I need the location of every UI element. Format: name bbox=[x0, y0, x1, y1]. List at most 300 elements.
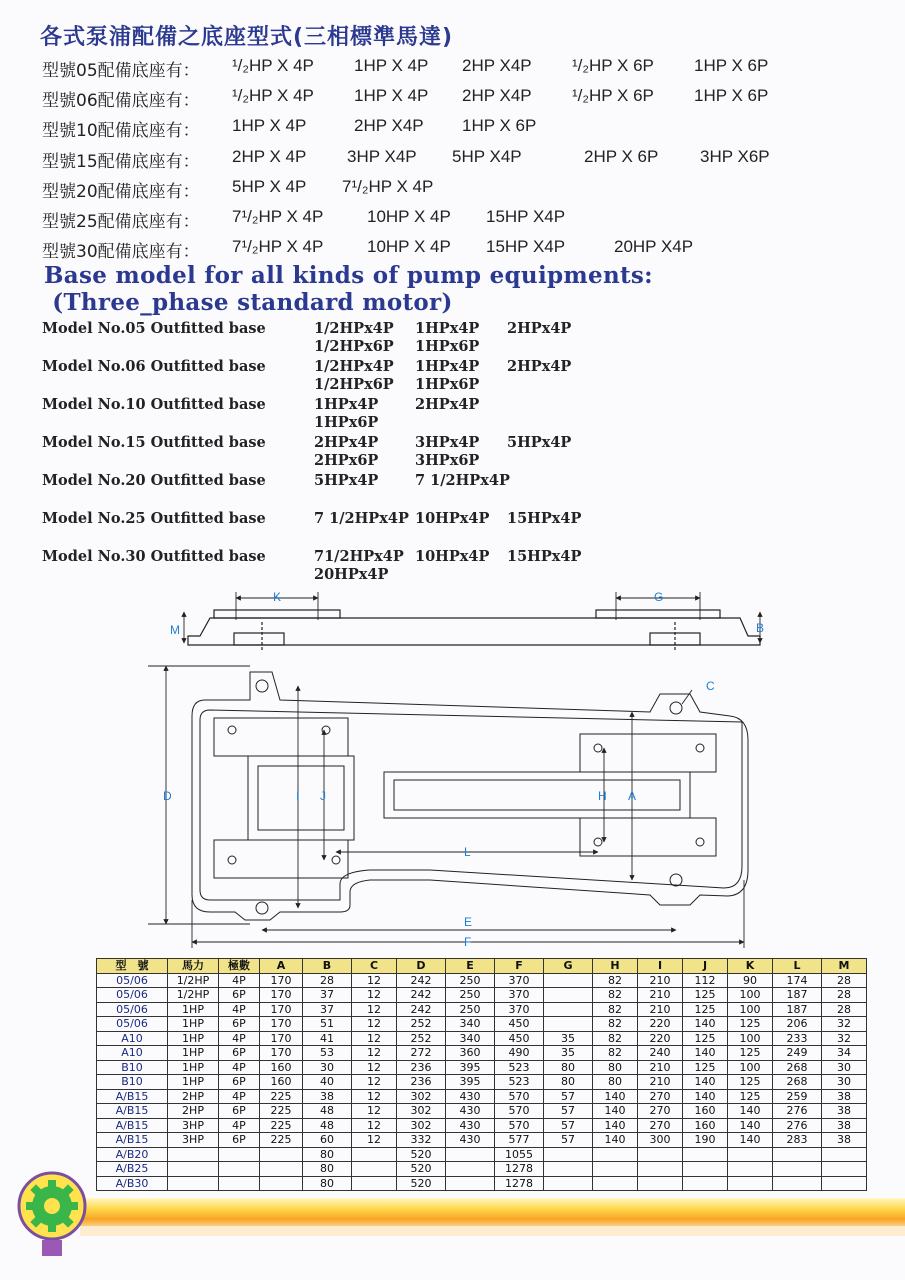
en-motor-spec: 1HPx6P bbox=[415, 376, 480, 393]
table-cell bbox=[446, 1147, 495, 1162]
table-cell: 4P bbox=[219, 1002, 260, 1017]
zh-motor-spec: 15HP X4P bbox=[486, 206, 566, 226]
table-cell: 490 bbox=[495, 1046, 544, 1061]
table-cell: 140 bbox=[593, 1104, 638, 1119]
table-cell: 32 bbox=[822, 1017, 867, 1032]
zh-motor-spec: 1HP X 6P bbox=[694, 56, 769, 75]
en-model-label: Model No.25 Outfitted base bbox=[42, 510, 266, 527]
zh-model-label: 型號10配備底座有： bbox=[42, 121, 200, 142]
table-cell: 520 bbox=[397, 1162, 446, 1177]
zh-motor-spec: 1HP X 6P bbox=[694, 86, 769, 106]
zh-motor-spec: 10HP X 4P bbox=[367, 237, 451, 257]
table-cell: 268 bbox=[773, 1075, 822, 1090]
zh-motor-spec: ¹/₂HP X 4P bbox=[232, 56, 314, 75]
table-cell: 210 bbox=[638, 973, 683, 988]
table-cell: 242 bbox=[397, 1002, 446, 1017]
table-row bbox=[97, 1075, 867, 1090]
table-cell: 140 bbox=[683, 1017, 728, 1032]
table-cell: 236 bbox=[397, 1075, 446, 1090]
table-cell: 60 bbox=[303, 1133, 352, 1148]
table-cell: 170 bbox=[260, 1046, 303, 1061]
table-cell: 340 bbox=[446, 1017, 495, 1032]
en-motor-spec: 1HPx6P bbox=[314, 414, 379, 431]
english-title-line1: Base model for all kinds of pump equipments: bbox=[44, 262, 653, 289]
table-cell: 210 bbox=[638, 1002, 683, 1017]
table-cell: 05/06 bbox=[97, 973, 168, 988]
table-cell: 37 bbox=[303, 988, 352, 1003]
table-cell: 140 bbox=[683, 1089, 728, 1104]
table-cell: 140 bbox=[728, 1104, 773, 1119]
dimension-table bbox=[96, 958, 867, 1191]
zh-model-label: 型號30配備底座有： bbox=[42, 242, 200, 263]
table-header-cell: 型 號 bbox=[97, 959, 168, 974]
footer-bar bbox=[80, 1198, 905, 1228]
table-cell bbox=[593, 1147, 638, 1162]
table-header-cell: 馬力 bbox=[168, 959, 219, 974]
table-cell: A/B15 bbox=[97, 1118, 168, 1133]
table-cell: 82 bbox=[593, 973, 638, 988]
en-motor-spec: 3HPx6P bbox=[415, 452, 480, 469]
side-view bbox=[188, 610, 760, 652]
table-cell: 252 bbox=[397, 1017, 446, 1032]
zh-model-row bbox=[42, 56, 902, 86]
table-cell: 570 bbox=[495, 1089, 544, 1104]
table-row bbox=[97, 1017, 867, 1032]
table-cell: 140 bbox=[593, 1133, 638, 1148]
zh-model-row bbox=[42, 116, 902, 146]
table-cell: 206 bbox=[773, 1017, 822, 1032]
table-header-cell: G bbox=[544, 959, 593, 974]
table-cell bbox=[638, 1162, 683, 1177]
table-cell bbox=[446, 1176, 495, 1191]
table-cell: 12 bbox=[352, 1118, 397, 1133]
table-header bbox=[97, 959, 867, 974]
table-row bbox=[97, 973, 867, 988]
table-row bbox=[97, 1176, 867, 1191]
table-cell: 2HP bbox=[168, 1089, 219, 1104]
en-motor-spec: 3HPx4P bbox=[415, 434, 480, 451]
table-cell: 140 bbox=[683, 1046, 728, 1061]
table-cell bbox=[168, 1176, 219, 1191]
table-cell bbox=[260, 1162, 303, 1177]
table-cell: 276 bbox=[773, 1104, 822, 1119]
table-cell: 100 bbox=[728, 1060, 773, 1075]
table-cell bbox=[638, 1176, 683, 1191]
table-cell: 160 bbox=[683, 1104, 728, 1119]
table-cell: A/B20 bbox=[97, 1147, 168, 1162]
table-row bbox=[97, 1133, 867, 1148]
table-cell: A10 bbox=[97, 1046, 168, 1061]
table-cell: A/B30 bbox=[97, 1176, 168, 1191]
english-title bbox=[44, 262, 653, 316]
zh-motor-spec: ¹/₂HP X 4P bbox=[232, 86, 314, 106]
table-cell: 82 bbox=[593, 1046, 638, 1061]
table-cell: 6P bbox=[219, 1075, 260, 1090]
table-cell bbox=[352, 1176, 397, 1191]
en-model-label: Model No.15 Outfitted base bbox=[42, 434, 266, 451]
table-cell: 12 bbox=[352, 1031, 397, 1046]
table-row bbox=[97, 1147, 867, 1162]
table-cell: 225 bbox=[260, 1118, 303, 1133]
table-header-cell: I bbox=[638, 959, 683, 974]
en-motor-spec: 7 1/2HPx4P bbox=[415, 472, 510, 489]
table-cell: 233 bbox=[773, 1031, 822, 1046]
table-cell: 12 bbox=[352, 988, 397, 1003]
table-cell: 05/06 bbox=[97, 1002, 168, 1017]
table-cell: 6P bbox=[219, 1104, 260, 1119]
table-cell: 220 bbox=[638, 1017, 683, 1032]
zh-motor-spec: 1HP X 4P bbox=[354, 86, 429, 106]
table-row bbox=[97, 1118, 867, 1133]
table-cell: 170 bbox=[260, 1017, 303, 1032]
table-cell: 1HP bbox=[168, 1046, 219, 1061]
table-cell: 30 bbox=[822, 1060, 867, 1075]
table-cell: A/B25 bbox=[97, 1162, 168, 1177]
table-cell: 250 bbox=[446, 973, 495, 988]
table-cell: 225 bbox=[260, 1089, 303, 1104]
footer-bar-lower bbox=[80, 1226, 905, 1236]
table-cell: 250 bbox=[446, 1002, 495, 1017]
table-cell: 12 bbox=[352, 973, 397, 988]
label-H: H bbox=[598, 789, 607, 803]
table-cell bbox=[544, 988, 593, 1003]
table-cell: 80 bbox=[303, 1147, 352, 1162]
table-row bbox=[97, 1031, 867, 1046]
en-motor-spec: 20HPx4P bbox=[314, 566, 389, 583]
label-A: A bbox=[628, 789, 637, 803]
table-cell: 140 bbox=[728, 1133, 773, 1148]
table-cell: 370 bbox=[495, 973, 544, 988]
table-cell: 332 bbox=[397, 1133, 446, 1148]
table-cell bbox=[683, 1147, 728, 1162]
table-cell: 4P bbox=[219, 1031, 260, 1046]
table-header-cell: 極數 bbox=[219, 959, 260, 974]
table-cell: 170 bbox=[260, 973, 303, 988]
zh-model-row bbox=[42, 86, 902, 116]
table-cell: 80 bbox=[593, 1075, 638, 1090]
en-motor-spec: 5HPx4P bbox=[314, 472, 379, 489]
table-cell: 430 bbox=[446, 1118, 495, 1133]
zh-motor-spec: ¹/₂HP X 6P bbox=[572, 56, 654, 75]
en-motor-spec: 2HPx4P bbox=[314, 434, 379, 451]
table-cell: 370 bbox=[495, 1002, 544, 1017]
zh-motor-spec: 2HP X 4P bbox=[232, 146, 307, 166]
table-cell: 2HP bbox=[168, 1104, 219, 1119]
table-cell: 4P bbox=[219, 1060, 260, 1075]
table-cell: 6P bbox=[219, 1046, 260, 1061]
table-cell: 570 bbox=[495, 1104, 544, 1119]
table-cell: 187 bbox=[773, 988, 822, 1003]
zh-motor-spec: 1HP X 6P bbox=[462, 116, 537, 136]
label-D: D bbox=[163, 789, 172, 803]
table-cell: 1HP bbox=[168, 1060, 219, 1075]
table-cell: 125 bbox=[683, 1060, 728, 1075]
table-cell: 187 bbox=[773, 1002, 822, 1017]
table-header-cell: F bbox=[495, 959, 544, 974]
table-cell: 51 bbox=[303, 1017, 352, 1032]
table-cell: 100 bbox=[728, 1002, 773, 1017]
table-cell bbox=[728, 1147, 773, 1162]
label-G: G bbox=[654, 590, 664, 604]
table-cell bbox=[773, 1176, 822, 1191]
table-cell bbox=[683, 1162, 728, 1177]
table-cell: 3HP bbox=[168, 1133, 219, 1148]
zh-model-row bbox=[42, 147, 902, 177]
table-cell: 12 bbox=[352, 1089, 397, 1104]
zh-motor-spec: 10HP X 4P bbox=[367, 206, 451, 226]
top-view bbox=[192, 672, 748, 920]
table-cell: 430 bbox=[446, 1089, 495, 1104]
dimension-labels bbox=[163, 590, 764, 949]
label-J: J bbox=[320, 789, 326, 803]
table-cell: 28 bbox=[822, 988, 867, 1003]
en-motor-spec: 1HPx4P bbox=[415, 358, 480, 375]
zh-motor-spec: 2HP X4P bbox=[354, 116, 424, 136]
label-C: C bbox=[706, 679, 715, 693]
label-I: I bbox=[296, 789, 300, 803]
zh-motor-spec: 1HP X 4P bbox=[232, 116, 307, 136]
table-row bbox=[97, 1002, 867, 1017]
table-cell bbox=[544, 1147, 593, 1162]
table-cell: 395 bbox=[446, 1060, 495, 1075]
table-cell bbox=[822, 1162, 867, 1177]
en-motor-spec: 10HPx4P bbox=[415, 548, 490, 565]
table-cell bbox=[544, 1162, 593, 1177]
en-motor-spec: 2HPx4P bbox=[507, 358, 572, 375]
table-cell bbox=[822, 1176, 867, 1191]
table-cell: 125 bbox=[683, 1031, 728, 1046]
table-cell: 28 bbox=[822, 1002, 867, 1017]
table-header-cell: H bbox=[593, 959, 638, 974]
zh-motor-spec: 20HP X4P bbox=[614, 237, 694, 257]
zh-motor-spec: 1HP X 4P bbox=[354, 56, 429, 75]
table-cell: 520 bbox=[397, 1176, 446, 1191]
table-cell: 53 bbox=[303, 1046, 352, 1061]
table-cell: 170 bbox=[260, 1031, 303, 1046]
table-cell: 577 bbox=[495, 1133, 544, 1148]
table-cell: 160 bbox=[260, 1060, 303, 1075]
table-cell: 523 bbox=[495, 1060, 544, 1075]
table-cell: 38 bbox=[822, 1089, 867, 1104]
table-cell: 300 bbox=[638, 1133, 683, 1148]
table-cell bbox=[260, 1176, 303, 1191]
table-cell bbox=[219, 1147, 260, 1162]
table-cell: 242 bbox=[397, 973, 446, 988]
table-cell: 210 bbox=[638, 1075, 683, 1090]
table-cell: 268 bbox=[773, 1060, 822, 1075]
table-cell bbox=[773, 1162, 822, 1177]
table-cell: 430 bbox=[446, 1133, 495, 1148]
table-cell: 90 bbox=[728, 973, 773, 988]
table-cell: 160 bbox=[260, 1075, 303, 1090]
table-cell: 05/06 bbox=[97, 1017, 168, 1032]
table-cell: 450 bbox=[495, 1031, 544, 1046]
zh-motor-spec: 2HP X 6P bbox=[584, 146, 659, 166]
table-cell: 125 bbox=[683, 988, 728, 1003]
table-cell: 272 bbox=[397, 1046, 446, 1061]
table-cell: 1278 bbox=[495, 1176, 544, 1191]
table-cell: 3HP bbox=[168, 1118, 219, 1133]
table-header-cell: A bbox=[260, 959, 303, 974]
table-cell: 80 bbox=[593, 1060, 638, 1075]
zh-model-label: 型號25配備底座有： bbox=[42, 211, 200, 232]
table-header-cell: J bbox=[683, 959, 728, 974]
table-cell: 302 bbox=[397, 1118, 446, 1133]
table-header-cell: K bbox=[728, 959, 773, 974]
table-cell: 30 bbox=[822, 1075, 867, 1090]
table-cell: 100 bbox=[728, 1031, 773, 1046]
table-cell: 6P bbox=[219, 1017, 260, 1032]
table-cell: 82 bbox=[593, 988, 638, 1003]
table-cell: 276 bbox=[773, 1118, 822, 1133]
en-motor-spec: 5HPx4P bbox=[507, 434, 572, 451]
table-cell: 1HP bbox=[168, 1075, 219, 1090]
table-cell: 190 bbox=[683, 1133, 728, 1148]
table-cell: 140 bbox=[728, 1118, 773, 1133]
gear-icon bbox=[14, 1162, 90, 1258]
table-cell: 210 bbox=[638, 1060, 683, 1075]
table-header-cell: B bbox=[303, 959, 352, 974]
table-cell: 360 bbox=[446, 1046, 495, 1061]
zh-motor-spec: 3HP X6P bbox=[700, 146, 770, 166]
table-cell: 1/2HP bbox=[168, 988, 219, 1003]
table-header-cell: C bbox=[352, 959, 397, 974]
en-motor-spec: 15HPx4P bbox=[507, 510, 582, 527]
table-cell: 38 bbox=[822, 1104, 867, 1119]
table-cell: 1HP bbox=[168, 1002, 219, 1017]
table-cell bbox=[544, 973, 593, 988]
zh-motor-spec: 3HP X4P bbox=[347, 146, 417, 166]
table-cell: 35 bbox=[544, 1046, 593, 1061]
table-cell: 100 bbox=[728, 988, 773, 1003]
table-cell: 48 bbox=[303, 1118, 352, 1133]
en-motor-spec: 1/2HPx4P bbox=[314, 320, 394, 337]
table-cell: 6P bbox=[219, 1133, 260, 1148]
zh-motor-spec: ¹/₂HP X 6P bbox=[572, 86, 654, 106]
table-cell: 12 bbox=[352, 1017, 397, 1032]
table-cell: 1HP bbox=[168, 1031, 219, 1046]
en-motor-spec: 1/2HPx4P bbox=[314, 358, 394, 375]
table-cell bbox=[544, 1002, 593, 1017]
table-cell: 242 bbox=[397, 988, 446, 1003]
table-cell: 12 bbox=[352, 1133, 397, 1148]
table-cell: 57 bbox=[544, 1118, 593, 1133]
table-cell: 57 bbox=[544, 1104, 593, 1119]
table-cell: 236 bbox=[397, 1060, 446, 1075]
table-cell: 80 bbox=[544, 1075, 593, 1090]
table-cell: 05/06 bbox=[97, 988, 168, 1003]
table-cell: 38 bbox=[822, 1118, 867, 1133]
table-cell: 270 bbox=[638, 1104, 683, 1119]
table-row bbox=[97, 1060, 867, 1075]
table-cell: 302 bbox=[397, 1104, 446, 1119]
table-cell bbox=[352, 1147, 397, 1162]
table-cell: 57 bbox=[544, 1089, 593, 1104]
table-cell: 570 bbox=[495, 1118, 544, 1133]
en-model-label: Model No.30 Outfitted base bbox=[42, 548, 266, 565]
label-F: F bbox=[464, 935, 472, 949]
table-cell: 12 bbox=[352, 1002, 397, 1017]
en-motor-spec: 7 1/2HPx4P bbox=[314, 510, 409, 527]
label-L: L bbox=[464, 845, 471, 859]
en-motor-spec: 2HPx6P bbox=[314, 452, 379, 469]
zh-motor-spec: 5HP X4P bbox=[452, 146, 522, 166]
en-motor-spec: 1/2HPx6P bbox=[314, 338, 394, 355]
table-cell: 34 bbox=[822, 1046, 867, 1061]
table-cell: 270 bbox=[638, 1089, 683, 1104]
table-cell: A/B15 bbox=[97, 1089, 168, 1104]
table-cell bbox=[638, 1147, 683, 1162]
en-motor-spec: 2HPx4P bbox=[507, 320, 572, 337]
table-cell: 520 bbox=[397, 1147, 446, 1162]
table-cell: 250 bbox=[446, 988, 495, 1003]
table-cell: 41 bbox=[303, 1031, 352, 1046]
table-cell: 38 bbox=[303, 1089, 352, 1104]
table-cell: 48 bbox=[303, 1104, 352, 1119]
table-cell bbox=[168, 1162, 219, 1177]
table-cell: 6P bbox=[219, 988, 260, 1003]
table-cell bbox=[219, 1176, 260, 1191]
table-cell: 523 bbox=[495, 1075, 544, 1090]
table-cell: 125 bbox=[728, 1075, 773, 1090]
en-model-label: Model No.20 Outfitted base bbox=[42, 472, 266, 489]
table-cell: 40 bbox=[303, 1075, 352, 1090]
table-cell: 1278 bbox=[495, 1162, 544, 1177]
table-cell bbox=[260, 1147, 303, 1162]
table-cell: 1/2HP bbox=[168, 973, 219, 988]
table-cell: 140 bbox=[593, 1118, 638, 1133]
zh-motor-spec: 7¹/₂HP X 4P bbox=[232, 237, 324, 257]
table-cell bbox=[544, 1017, 593, 1032]
table-cell: 80 bbox=[544, 1060, 593, 1075]
zh-motor-spec: 7¹/₂HP X 4P bbox=[342, 176, 434, 196]
table-cell bbox=[352, 1162, 397, 1177]
zh-model-label: 型號15配備底座有： bbox=[42, 151, 200, 172]
table-cell: 12 bbox=[352, 1060, 397, 1075]
table-cell: 302 bbox=[397, 1089, 446, 1104]
table-cell: 450 bbox=[495, 1017, 544, 1032]
zh-motor-spec: 2HP X4P bbox=[462, 56, 532, 75]
table-cell: 82 bbox=[593, 1017, 638, 1032]
table-cell: 340 bbox=[446, 1031, 495, 1046]
table-cell: 140 bbox=[593, 1089, 638, 1104]
table-cell: 1HP bbox=[168, 1017, 219, 1032]
table-cell: 270 bbox=[638, 1118, 683, 1133]
en-motor-spec: 71/2HPx4P bbox=[314, 548, 404, 565]
table-cell: 370 bbox=[495, 988, 544, 1003]
table-cell: 82 bbox=[593, 1031, 638, 1046]
en-motor-spec: 10HPx4P bbox=[415, 510, 490, 527]
table-cell: 12 bbox=[352, 1104, 397, 1119]
table-cell: 4P bbox=[219, 973, 260, 988]
table-cell: 35 bbox=[544, 1031, 593, 1046]
table-row bbox=[97, 988, 867, 1003]
table-cell: 395 bbox=[446, 1075, 495, 1090]
table-cell: 82 bbox=[593, 1002, 638, 1017]
table-cell bbox=[168, 1147, 219, 1162]
table-cell: 210 bbox=[638, 988, 683, 1003]
table-row bbox=[97, 1162, 867, 1177]
en-model-label: Model No.10 Outfitted base bbox=[42, 396, 266, 413]
label-E: E bbox=[464, 915, 473, 929]
table-cell: 28 bbox=[822, 973, 867, 988]
table-cell: A10 bbox=[97, 1031, 168, 1046]
label-B: B bbox=[756, 621, 765, 635]
table-cell: 37 bbox=[303, 1002, 352, 1017]
table-cell: 38 bbox=[822, 1133, 867, 1148]
table-cell: 220 bbox=[638, 1031, 683, 1046]
table-cell: 170 bbox=[260, 988, 303, 1003]
